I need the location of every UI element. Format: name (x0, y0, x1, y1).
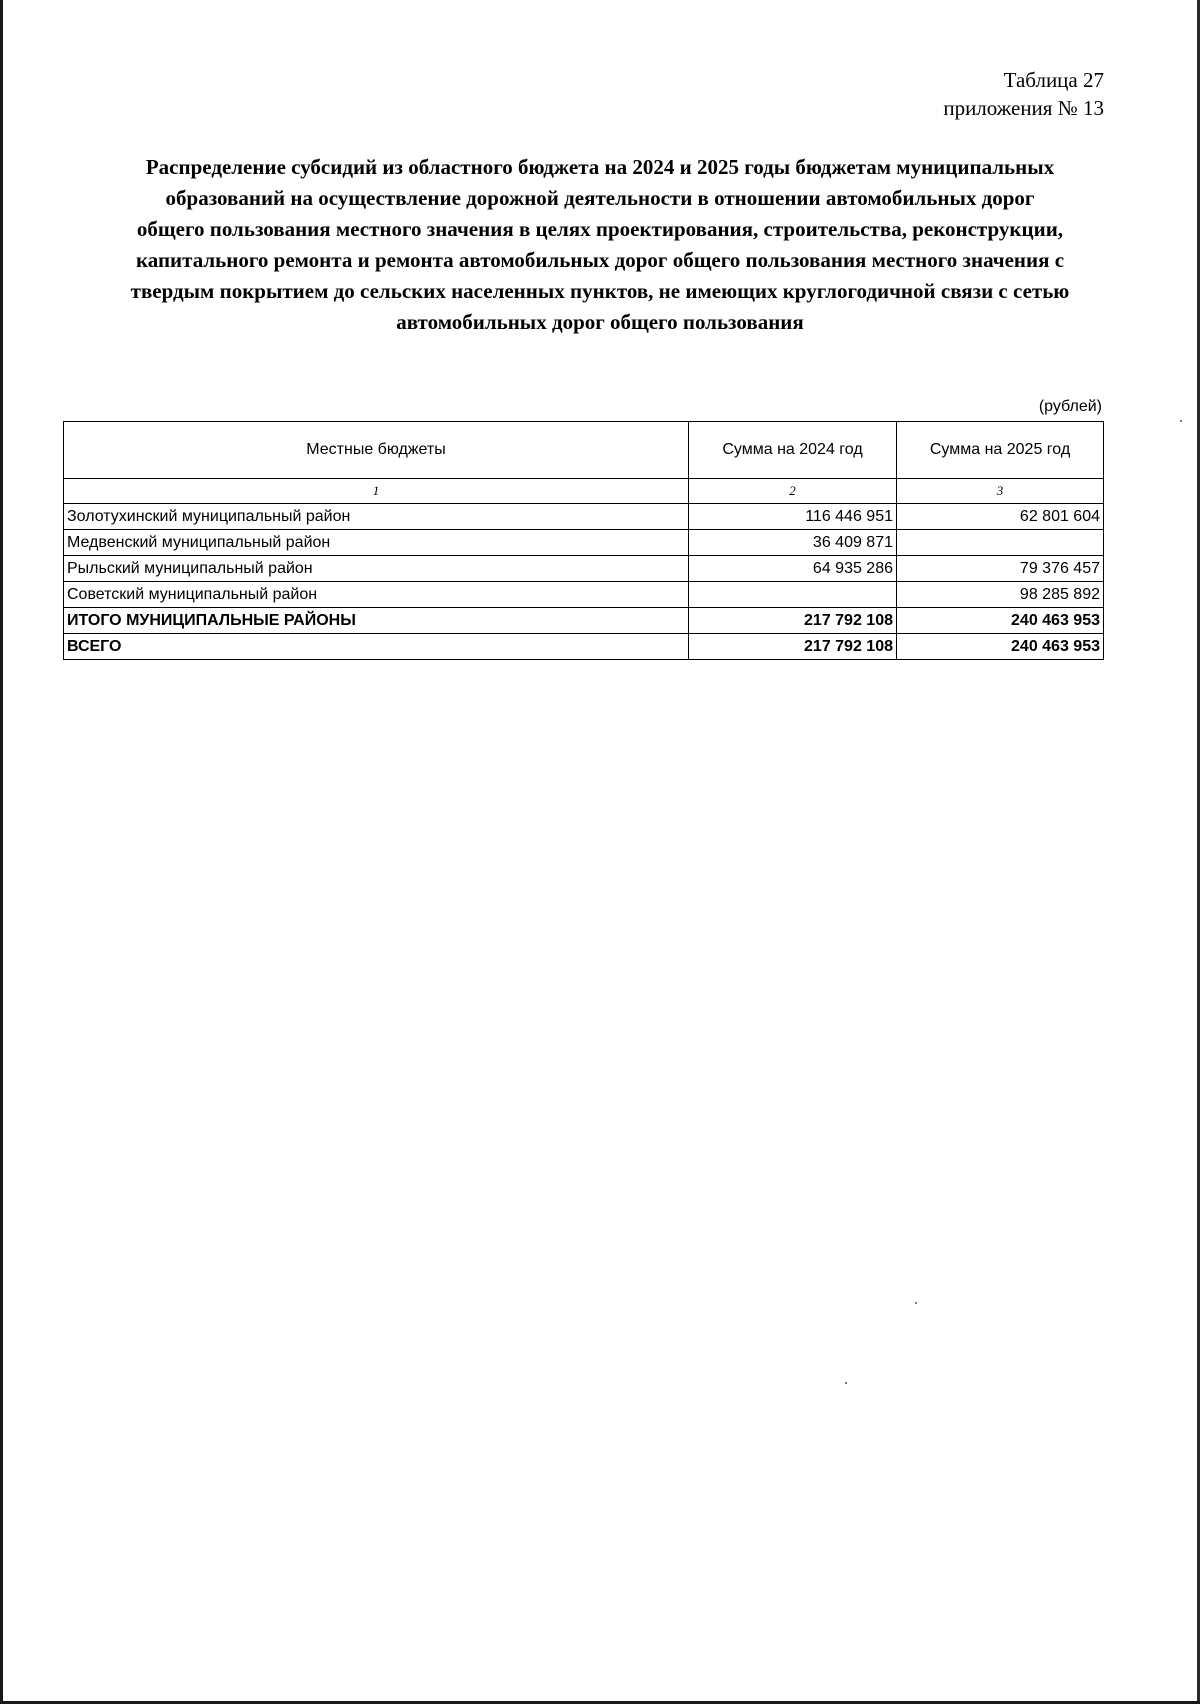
scan-edge-left (0, 0, 3, 1704)
title-line: Распределение субсидий из областного бюджета на 2024 и 2025 годы бюджетам муниципальных (145, 155, 1055, 179)
table-number-label: Таблица 27 (1003, 68, 1104, 92)
district-name: Советский муниципальный район (64, 582, 689, 608)
title-line: общего пользования местного значения в целях проектирования, строительства, реконструкции, (136, 217, 1064, 241)
column-number: 1 (64, 479, 689, 504)
budget-table (63, 421, 1104, 660)
units-label: (рублей) (1038, 398, 1102, 415)
grand-total-2024: 217 792 108 (689, 634, 897, 660)
grand-total-label: ВСЕГО (64, 634, 689, 660)
amount-2024: 64 935 286 (689, 556, 897, 582)
title-line: капитального ремонта и ремонта автомобильных дорог общего пользования местного значения с (135, 248, 1065, 272)
scan-speck (1180, 420, 1182, 422)
column-header-2025: Сумма на 2025 год (897, 422, 1104, 479)
title-line: образований на осуществление дорожной деятельности в отношении автомобильных дорог (165, 186, 1035, 210)
grand-total-2025: 240 463 953 (897, 634, 1104, 660)
grand-total-row (64, 634, 1104, 660)
district-name: Медвенский муниципальный район (64, 530, 689, 556)
subtotal-label: ИТОГО МУНИЦИПАЛЬНЫЕ РАЙОНЫ (64, 608, 689, 634)
amount-2024: 116 446 951 (689, 504, 897, 530)
subtotal-2024: 217 792 108 (689, 608, 897, 634)
amount-2025: 62 801 604 (897, 504, 1104, 530)
column-number-row (64, 479, 1104, 504)
document-title (60, 152, 1140, 338)
appendix-label: приложения № 13 (943, 96, 1104, 120)
table-header-row (64, 422, 1104, 479)
title-line: твердым покрытием до сельских населенных пунктов, не имеющих круглогодичной связи с сетью (130, 279, 1070, 303)
district-name: Рыльский муниципальный район (64, 556, 689, 582)
table-row (64, 556, 1104, 582)
amount-2025: 79 376 457 (897, 556, 1104, 582)
amount-2024 (689, 582, 897, 608)
scan-speck (845, 1382, 847, 1384)
document-header (943, 66, 1104, 122)
column-header-budgets: Местные бюджеты (64, 422, 689, 479)
table-row (64, 582, 1104, 608)
subtotal-row (64, 608, 1104, 634)
title-line: автомобильных дорог общего пользования (396, 310, 804, 334)
column-number: 2 (689, 479, 897, 504)
column-number: 3 (897, 479, 1104, 504)
table-row (64, 530, 1104, 556)
amount-2025 (897, 530, 1104, 556)
district-name: Золотухинский муниципальный район (64, 504, 689, 530)
column-header-2024: Сумма на 2024 год (689, 422, 897, 479)
table-row (64, 504, 1104, 530)
subtotal-2025: 240 463 953 (897, 608, 1104, 634)
amount-2024: 36 409 871 (689, 530, 897, 556)
amount-2025: 98 285 892 (897, 582, 1104, 608)
scan-speck (915, 1302, 917, 1304)
